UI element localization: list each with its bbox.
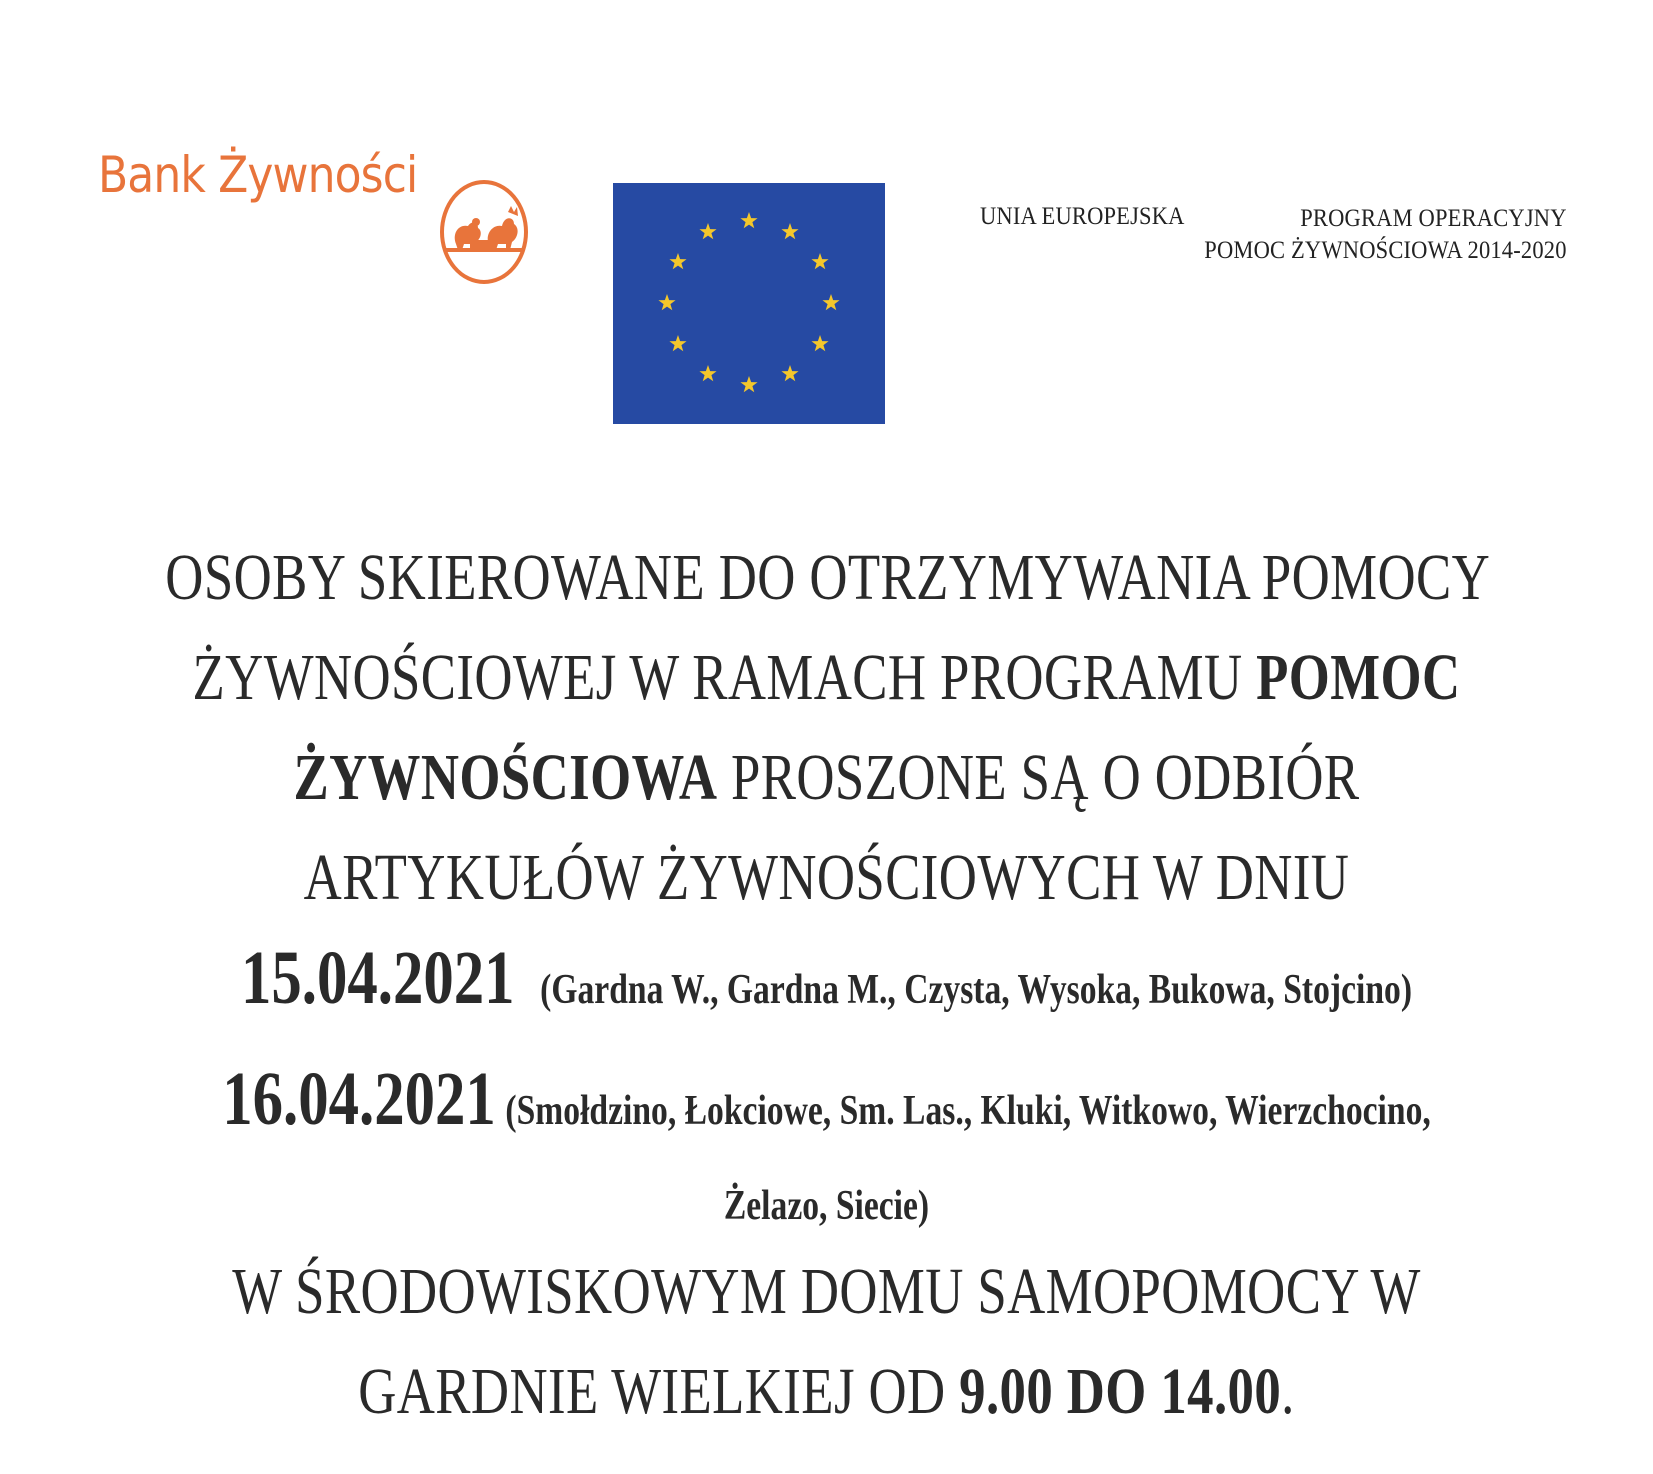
notice-line-2-text: ŻYWNOŚCIOWEJ W RAMACH PROGRAMU — [192, 641, 1257, 714]
opening-hours: 9.00 DO 14.00 — [959, 1355, 1282, 1428]
location-line-2-text: GARDNIE WIELKIEJ OD — [358, 1355, 960, 1428]
bank-name-text: Bank Żywności — [98, 146, 418, 204]
bank-zywnosci-logo — [98, 146, 461, 204]
program-caption — [1205, 203, 1567, 267]
date-2-places: (Smołdzino, Łokciowe, Sm. Las., Kluki, Witkowo, Wierzchocino, — [505, 1088, 1431, 1134]
document-header — [0, 0, 1653, 440]
notice-line-4: ARTYKUŁÓW ŻYWNOŚCIOWYCH W DNIU — [303, 841, 1350, 914]
hen-and-rooster-circle-icon — [438, 176, 530, 288]
program-line-1: PROGRAM OPERACYJNY — [1300, 205, 1567, 232]
notice-line-1: OSOBY SKIEROWANE DO OTRZYMYWANIA POMOCY — [165, 541, 1491, 614]
date-1: 15.04.2021 — [240, 936, 515, 1020]
eu-flag-icon — [613, 183, 885, 424]
program-name-part-1: POMOC — [1256, 641, 1461, 714]
date-entry-2 — [165, 1049, 1487, 1170]
program-line-2: POMOC ŻYWNOŚCIOWA 2014-2020 — [1204, 237, 1567, 264]
eu-label: UNIA EUROPEJSKA — [980, 203, 1185, 230]
notice-line-3-text: PROSZONE SĄ O ODBIÓR — [717, 741, 1360, 814]
notice-line-3 — [165, 728, 1487, 828]
location-line-2-end: . — [1281, 1355, 1295, 1428]
date-entry-1 — [165, 928, 1487, 1049]
location-line-1: W ŚRODOWISKOWYM DOMU SAMOPOMOCY W — [232, 1255, 1421, 1328]
date-2-places-continued: Żelazo, Siecie) — [723, 1183, 930, 1229]
date-2: 16.04.2021 — [222, 1057, 496, 1141]
program-name-part-2: ŻYWNOŚCIOWA — [293, 741, 718, 814]
announcement-body — [0, 528, 1653, 1442]
date-1-places: (Gardna W., Gardna M., Czysta, Wysoka, Bukowa, Stojcino) — [540, 967, 1413, 1013]
notice-line-2 — [165, 628, 1487, 728]
location-line-2 — [165, 1342, 1487, 1442]
